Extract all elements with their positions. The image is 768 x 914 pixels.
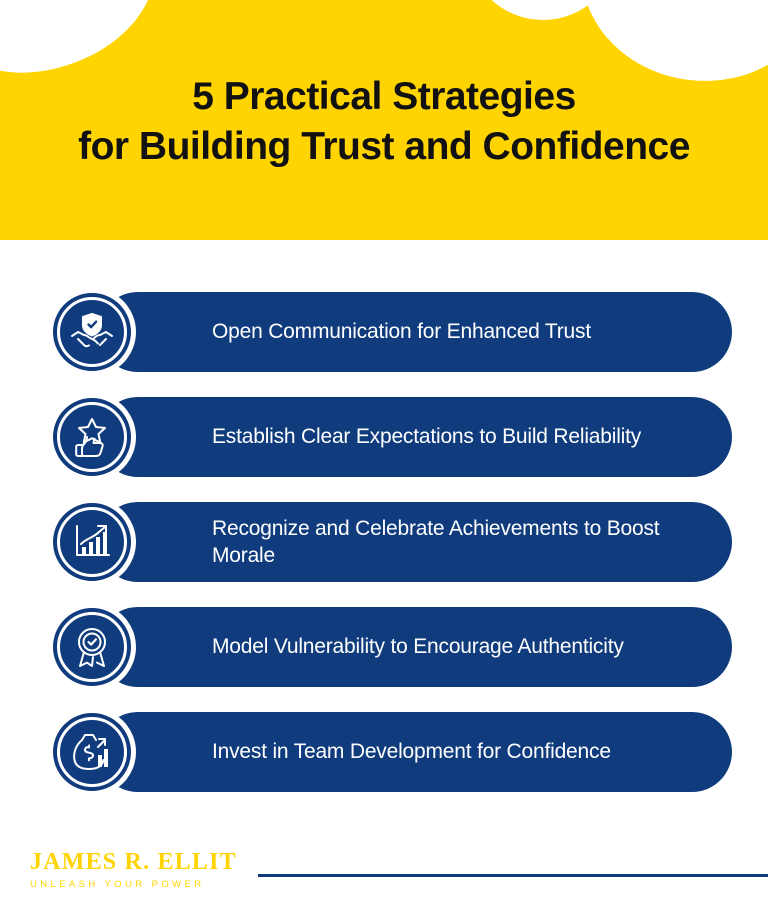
brand-logo-name: JAMES R. ELLIT bbox=[30, 849, 237, 875]
brand-tagline: UNLEASH YOUR POWER bbox=[30, 879, 205, 890]
thumbs-up-star-icon bbox=[70, 416, 114, 458]
strategy-pill[interactable] bbox=[98, 712, 732, 792]
handshake-shield-icon bbox=[70, 312, 114, 352]
strategy-label: Establish Clear Expectations to Build Reliability bbox=[212, 425, 642, 449]
page-title-line-2: for Building Trust and Confidence bbox=[78, 124, 690, 168]
strategy-label: Invest in Team Development for Confidence bbox=[212, 740, 611, 764]
strategy-pill[interactable] bbox=[98, 502, 732, 582]
list-item[interactable] bbox=[48, 393, 732, 481]
strategy-badge bbox=[48, 498, 136, 586]
list-item[interactable] bbox=[48, 708, 732, 796]
strategy-label: Recognize and Celebrate Achievements to Boost Morale bbox=[212, 516, 660, 567]
list-item[interactable] bbox=[48, 498, 732, 586]
strategy-badge bbox=[48, 603, 136, 691]
strategy-badge bbox=[48, 393, 136, 481]
growth-chart-arrow-icon bbox=[71, 522, 113, 562]
strategy-badge bbox=[48, 288, 136, 376]
footer bbox=[0, 828, 768, 914]
footer-divider bbox=[258, 874, 768, 877]
strategy-pill[interactable] bbox=[98, 607, 732, 687]
brand-logo-mark: T bbox=[219, 849, 237, 875]
award-ribbon-icon bbox=[71, 626, 113, 668]
strategy-pill[interactable] bbox=[98, 397, 732, 477]
strategy-list bbox=[0, 240, 768, 796]
strategy-label: Open Communication for Enhanced Trust bbox=[212, 320, 591, 344]
header-banner bbox=[0, 0, 768, 240]
strategy-label: Model Vulnerability to Encourage Authenticity bbox=[212, 635, 624, 659]
strategy-pill[interactable] bbox=[98, 292, 732, 372]
money-bag-chart-icon bbox=[70, 731, 114, 773]
list-item[interactable] bbox=[48, 603, 732, 691]
strategy-badge bbox=[48, 708, 136, 796]
list-item[interactable] bbox=[48, 288, 732, 376]
page-title bbox=[0, 0, 768, 172]
page-title-line-1: 5 Practical Strategies bbox=[192, 75, 576, 118]
brand-logo[interactable] bbox=[30, 849, 237, 890]
